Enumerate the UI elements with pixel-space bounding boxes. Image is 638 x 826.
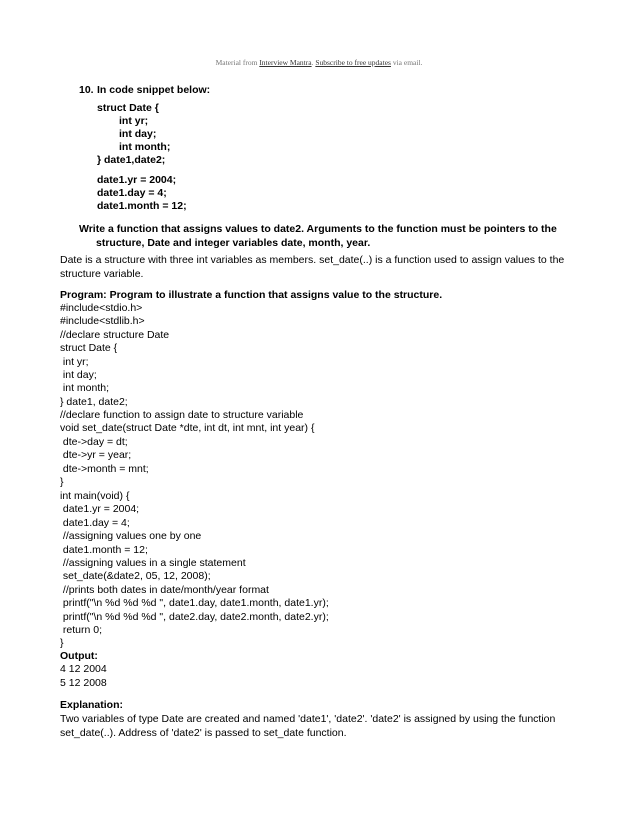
code-line: date1.day = 4; — [60, 516, 130, 529]
assign-snippet — [97, 174, 187, 213]
page-header — [0, 58, 638, 67]
code-line: set_date(&date2, 05, 12, 2008); — [60, 570, 211, 583]
explanation-heading: Explanation: — [60, 699, 124, 711]
explanation-text: Two variables of type Date are created and named 'date1', 'date2'. 'date2' is assigned by using the function set_date(..). Address of 'date2' is passed to set_date function. — [60, 713, 556, 739]
subscribe-link[interactable]: Subscribe to free updates — [315, 58, 391, 67]
output-section — [60, 650, 107, 690]
code-line: date1.yr = 2004; — [60, 503, 140, 516]
code-line: } date1,date2; — [97, 154, 166, 166]
code-line: int main(void) { — [60, 490, 130, 502]
code-line: int day; — [119, 128, 157, 140]
code-line: dte->day = dt; — [60, 435, 128, 448]
code-line: date1.month = 12; — [97, 200, 187, 212]
code-line: printf("\n %d %d %d ", date2.day, date2.month, date2.yr); — [60, 610, 329, 623]
code-line: //prints both dates in date/month/year format — [60, 583, 269, 596]
code-line: dte->yr = year; — [60, 449, 132, 462]
code-line: } — [60, 476, 64, 489]
code-line: //declare function to assign date to structure variable — [60, 409, 304, 421]
output-line: 4 12 2004 — [60, 663, 107, 676]
header-prefix: Material from — [215, 58, 260, 67]
struct-snippet — [97, 102, 170, 167]
program-code-block-3 — [60, 490, 329, 651]
code-line: void set_date(struct Date *dte, int dt, int mnt, int year) { — [60, 422, 315, 435]
header-separator: . — [311, 58, 316, 67]
code-line: date1.yr = 2004; — [97, 174, 177, 186]
code-line: struct Date { — [97, 102, 159, 114]
output-heading: Output: — [60, 650, 98, 662]
code-line: #include<stdio.h> — [60, 302, 143, 314]
header-suffix: via email. — [390, 58, 423, 67]
code-line: //assigning values in a single statement — [60, 557, 246, 570]
task-statement — [79, 222, 579, 250]
code-line: //assigning values one by one — [60, 530, 202, 543]
question-heading — [79, 84, 210, 97]
code-line: int day; — [60, 369, 97, 382]
code-line: int yr; — [119, 115, 149, 127]
output-line: 5 12 2008 — [60, 676, 107, 689]
code-line: int month; — [119, 141, 171, 153]
code-line: //declare structure Date — [60, 328, 170, 341]
code-line: printf("\n %d %d %d ", date1.day, date1.month, date1.yr); — [60, 597, 329, 610]
code-line: } date1, date2; — [60, 395, 128, 408]
program-code-block-1 — [60, 302, 169, 409]
code-line: int month; — [60, 382, 110, 395]
code-line: date1.month = 12; — [60, 543, 148, 556]
code-line: struct Date { — [60, 342, 118, 355]
interview-mantra-link[interactable]: Interview Mantra — [259, 58, 312, 67]
code-line: dte->month = mnt; — [60, 462, 149, 475]
intro-paragraph: Date is a structure with three int variables as members. set_date(..) is a function used to assign values to the structure variable. — [60, 254, 565, 280]
code-line: date1.day = 4; — [97, 187, 167, 199]
task-line-2: structure, Date and integer variables date, month, year. — [96, 237, 371, 249]
program-code-block-2 — [60, 409, 314, 489]
code-line: int yr; — [60, 355, 89, 368]
question-number: 10. — [79, 84, 94, 96]
question-title: In code snippet below: — [97, 84, 211, 96]
code-line: return 0; — [60, 624, 103, 637]
program-heading: Program: Program to illustrate a function that assigns value to the structure. — [60, 289, 443, 301]
code-line: } — [60, 637, 64, 650]
code-line: #include<stdlib.h> — [60, 315, 145, 328]
task-line-1: Write a function that assigns values to date2. Arguments to the function must be pointers to the — [79, 223, 557, 235]
